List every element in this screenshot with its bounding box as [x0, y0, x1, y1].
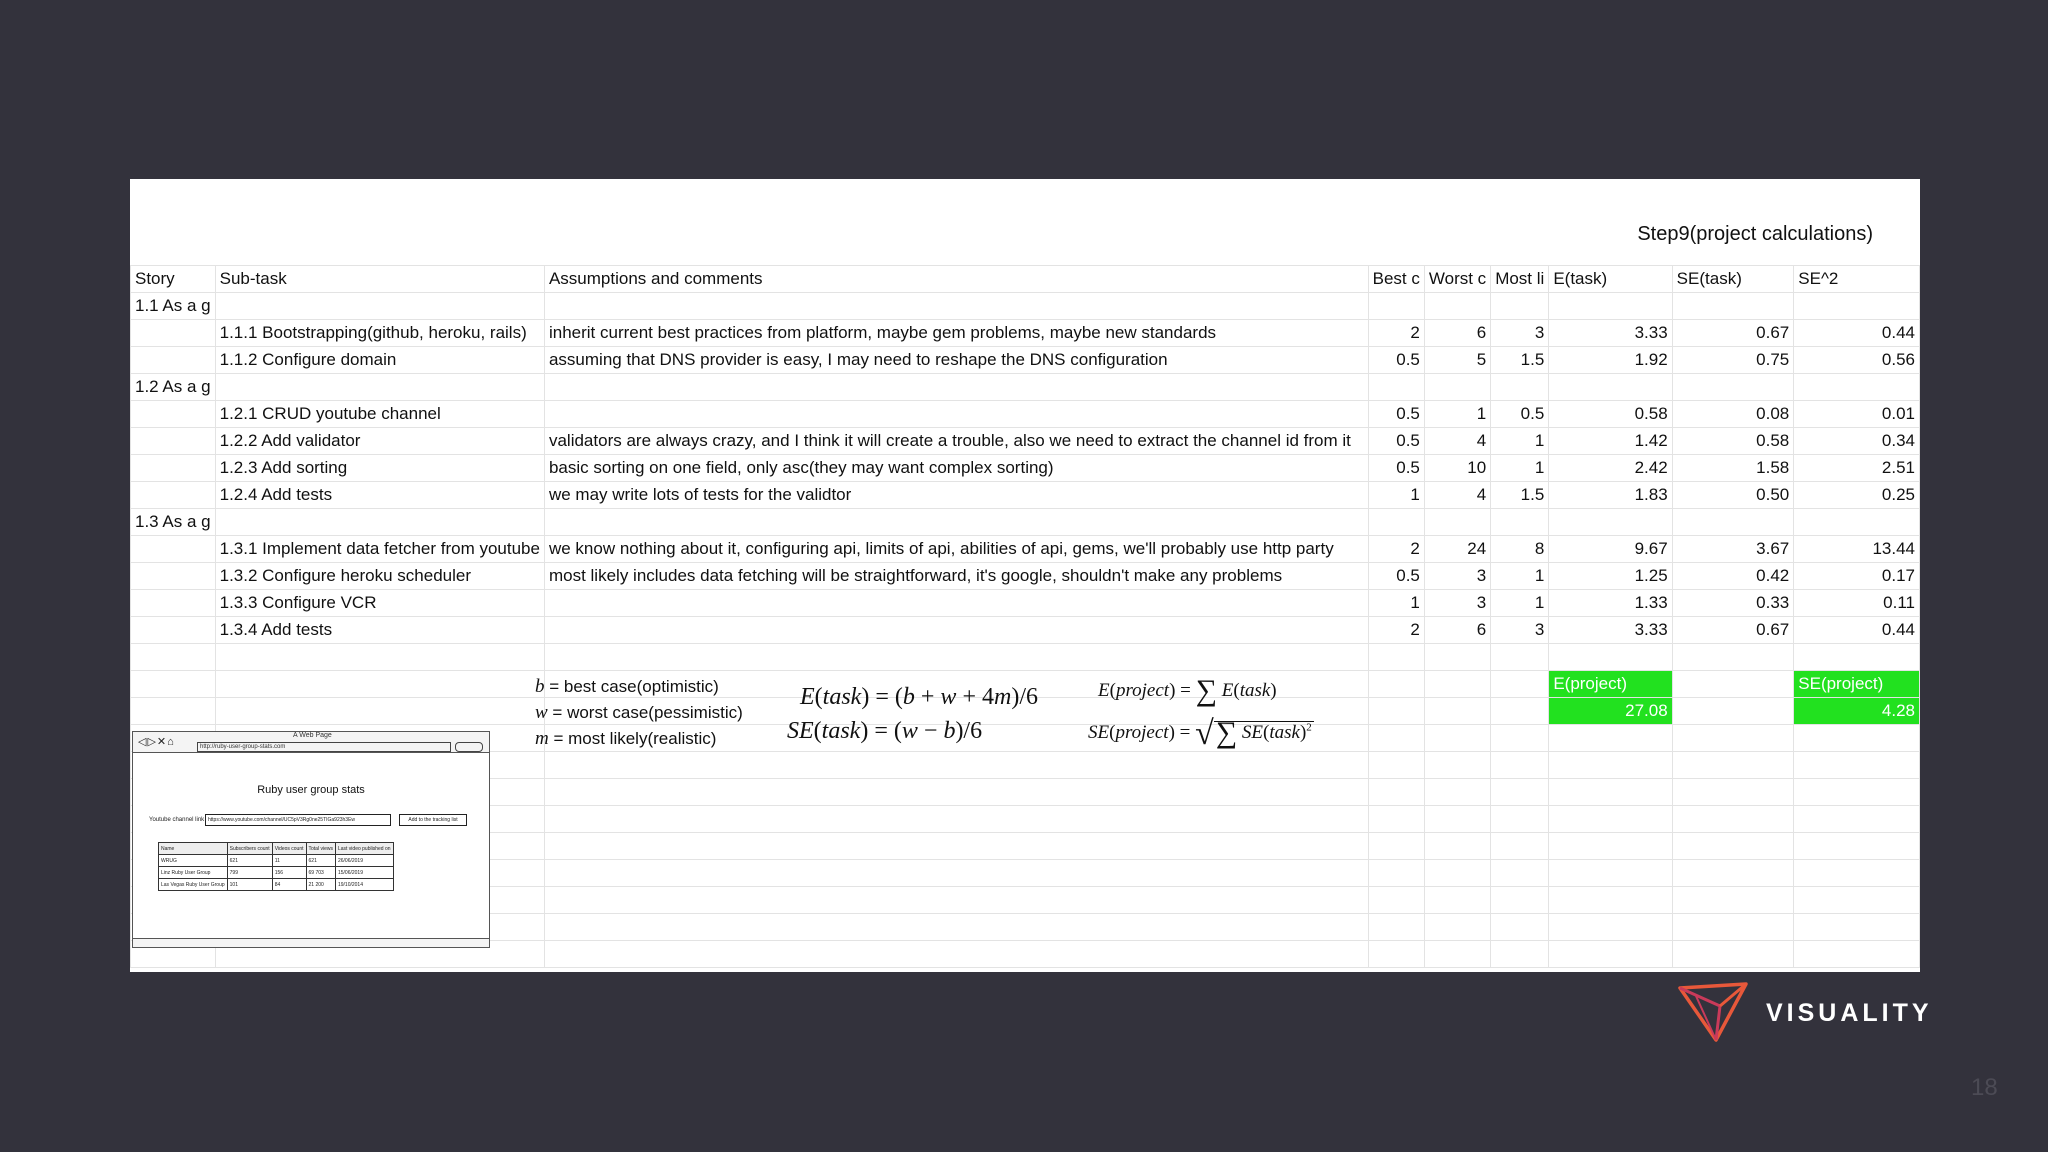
empty-cell[interactable]: [1491, 941, 1549, 968]
cell-most[interactable]: 1.5: [1491, 482, 1549, 509]
empty-cell[interactable]: [1368, 887, 1424, 914]
cell-se[interactable]: 3.67: [1672, 536, 1794, 563]
cell-story[interactable]: [131, 347, 216, 374]
cell-se[interactable]: 0.33: [1672, 590, 1794, 617]
empty-cell[interactable]: [544, 752, 1368, 779]
cell-e[interactable]: [1549, 509, 1672, 536]
empty-cell[interactable]: [544, 833, 1368, 860]
cell-worst[interactable]: 6: [1424, 320, 1490, 347]
cell-best[interactable]: 2: [1368, 617, 1424, 644]
cell-worst[interactable]: [1424, 293, 1490, 320]
table-row: [131, 428, 1920, 455]
page-number: 18: [1971, 1074, 1998, 1101]
cell-comment[interactable]: [544, 293, 1368, 320]
mockup-table: [158, 842, 394, 891]
cell-worst[interactable]: 6: [1424, 617, 1490, 644]
e-project-value[interactable]: 27.08: [1549, 698, 1672, 725]
cell-e[interactable]: 9.67: [1549, 536, 1672, 563]
legend-b: b = best case(optimistic): [535, 676, 719, 697]
empty-cell[interactable]: [1794, 887, 1920, 914]
empty-cell[interactable]: [544, 806, 1368, 833]
cell-e[interactable]: 1.33: [1549, 590, 1672, 617]
empty-cell[interactable]: [1368, 752, 1424, 779]
cell-most[interactable]: 3: [1491, 320, 1549, 347]
cell-story[interactable]: [131, 428, 216, 455]
cell-comment[interactable]: most likely includes data fetching will be straightforward, it's google, shouldn't make any problems: [544, 563, 1368, 590]
cell-story[interactable]: [131, 590, 216, 617]
mockup-table-row: [159, 867, 394, 879]
cell-story[interactable]: 1.2 As a g: [131, 374, 216, 401]
cell-e[interactable]: 1.25: [1549, 563, 1672, 590]
empty-cell[interactable]: [1794, 779, 1920, 806]
table-row: [131, 509, 1920, 536]
cell-subtask[interactable]: [215, 509, 544, 536]
table-row: [131, 320, 1920, 347]
empty-cell[interactable]: [1368, 860, 1424, 887]
cell-worst[interactable]: 4: [1424, 482, 1490, 509]
cell-se[interactable]: 0.58: [1672, 428, 1794, 455]
cell-e[interactable]: 3.33: [1549, 617, 1672, 644]
empty-cell[interactable]: [215, 671, 544, 698]
cell-most[interactable]: 1: [1491, 455, 1549, 482]
mockup-status-bar: [133, 938, 489, 947]
mockup-header-cell: Name: [159, 843, 228, 855]
mockup-field-input: https://www.youtube.com/channel/UC5pV3Rg0ne25TIGa923h3Ew: [205, 814, 391, 826]
empty-cell[interactable]: [1368, 914, 1424, 941]
cell-comment[interactable]: inherit current best practices from platform, maybe gem problems, maybe new standards: [544, 320, 1368, 347]
empty-cell[interactable]: [1424, 698, 1490, 725]
empty-cell[interactable]: [1672, 833, 1794, 860]
cell-best[interactable]: [1368, 374, 1424, 401]
cell-subtask[interactable]: [215, 374, 544, 401]
empty-cell[interactable]: [1491, 806, 1549, 833]
cell-subtask[interactable]: [215, 293, 544, 320]
empty-cell[interactable]: [1672, 914, 1794, 941]
legend-b-text: best case(optimistic): [563, 677, 719, 696]
cell-comment[interactable]: [544, 590, 1368, 617]
empty-cell[interactable]: [1491, 779, 1549, 806]
cell-subtask[interactable]: 1.2.3 Add sorting: [215, 455, 544, 482]
empty-cell[interactable]: [544, 914, 1368, 941]
mockup-cell: 69 703: [306, 867, 335, 879]
empty-cell[interactable]: [1549, 833, 1672, 860]
legend-w-text: worst case(pessimistic): [567, 703, 743, 722]
mockup-go-icon: [455, 742, 483, 752]
empty-cell[interactable]: [1424, 941, 1490, 968]
cell-e[interactable]: 0.58: [1549, 401, 1672, 428]
cell-best[interactable]: 2: [1368, 536, 1424, 563]
cell-subtask[interactable]: 1.2.1 CRUD youtube channel: [215, 401, 544, 428]
mockup-table-header: [159, 843, 394, 855]
cell-subtask[interactable]: 1.3.1 Implement data fetcher from youtube: [215, 536, 544, 563]
cell-best[interactable]: 1: [1368, 482, 1424, 509]
visuality-logo-icon: [1676, 980, 1750, 1044]
cell-se[interactable]: 0.50: [1672, 482, 1794, 509]
cell-e[interactable]: 1.92: [1549, 347, 1672, 374]
empty-row: [131, 644, 1920, 671]
mockup-header-cell: Total views: [306, 843, 335, 855]
mockup-header-cell: Last video published on: [335, 843, 393, 855]
cell-se[interactable]: [1672, 509, 1794, 536]
mockup-url: http://ruby-user-group-stats.com: [197, 742, 451, 752]
cell-best[interactable]: 2: [1368, 320, 1424, 347]
cell-story[interactable]: 1.1 As a g: [131, 293, 216, 320]
mockup-cell: Las Vegas Ruby User Group: [159, 879, 228, 891]
empty-cell[interactable]: [1424, 806, 1490, 833]
mockup-cell: 26/06/2019: [335, 855, 393, 867]
cell-comment[interactable]: [544, 401, 1368, 428]
cell-se2[interactable]: [1794, 293, 1920, 320]
cell-worst[interactable]: 3: [1424, 590, 1490, 617]
cell-se2[interactable]: 2.51: [1794, 455, 1920, 482]
mockup-cell: 15/06/2019: [335, 867, 393, 879]
cell-best[interactable]: 0.5: [1368, 563, 1424, 590]
empty-cell[interactable]: [1491, 887, 1549, 914]
cell-worst[interactable]: [1424, 374, 1490, 401]
cell-most[interactable]: [1491, 374, 1549, 401]
cell-story[interactable]: [131, 482, 216, 509]
empty-cell[interactable]: [131, 698, 216, 725]
header-cell[interactable]: E(task): [1549, 266, 1672, 293]
cell-se2[interactable]: 0.11: [1794, 590, 1920, 617]
header-cell[interactable]: SE^2: [1794, 266, 1920, 293]
table-row: [131, 401, 1920, 428]
table-row: [131, 617, 1920, 644]
cell-comment[interactable]: assuming that DNS provider is easy, I may need to reshape the DNS configuration: [544, 347, 1368, 374]
cell-most[interactable]: 1: [1491, 428, 1549, 455]
cell-worst[interactable]: 1: [1424, 401, 1490, 428]
se-project-value[interactable]: 4.28: [1794, 698, 1920, 725]
cell-story[interactable]: [131, 536, 216, 563]
mockup-browser-bar: [133, 732, 489, 753]
empty-cell[interactable]: [1368, 806, 1424, 833]
legend-m-text: most likely(realistic): [568, 729, 717, 748]
cell-subtask[interactable]: 1.2.2 Add validator: [215, 428, 544, 455]
cell-subtask[interactable]: 1.3.3 Configure VCR: [215, 590, 544, 617]
mockup-cell: 799: [227, 867, 272, 879]
empty-cell[interactable]: [1672, 860, 1794, 887]
header-cell[interactable]: Assumptions and comments: [544, 266, 1368, 293]
formula-e-task: E(task) = (b + w + 4m)/6: [800, 684, 1038, 710]
cell-se2[interactable]: 0.17: [1794, 563, 1920, 590]
empty-cell[interactable]: [1549, 752, 1672, 779]
cell-comment[interactable]: [544, 617, 1368, 644]
formula-e-project: E(project) = ∑ E(task): [1098, 674, 1277, 707]
legend-m: m = most likely(realistic): [535, 728, 717, 749]
cell-e[interactable]: 2.42: [1549, 455, 1672, 482]
table-row: [131, 293, 1920, 320]
mockup-header-cell: Videos count: [272, 843, 306, 855]
cell-subtask[interactable]: 1.3.2 Configure heroku scheduler: [215, 563, 544, 590]
empty-cell[interactable]: [1672, 752, 1794, 779]
empty-cell[interactable]: [1549, 806, 1672, 833]
cell-most[interactable]: 1: [1491, 563, 1549, 590]
cell-se2[interactable]: [1794, 374, 1920, 401]
brand-name: VISUALITY: [1766, 999, 1933, 1027]
empty-cell[interactable]: [1491, 752, 1549, 779]
mockup-field-label: Youtube channel link: [149, 817, 205, 823]
mockup-cell: 156: [272, 867, 306, 879]
cell-se[interactable]: 0.08: [1672, 401, 1794, 428]
cell-e[interactable]: [1549, 293, 1672, 320]
empty-cell[interactable]: [1424, 779, 1490, 806]
mockup-cell: 84: [272, 879, 306, 891]
empty-cell[interactable]: [1672, 806, 1794, 833]
cell-most[interactable]: 0.5: [1491, 401, 1549, 428]
mockup-cell: 621: [227, 855, 272, 867]
cell-se[interactable]: 0.75: [1672, 347, 1794, 374]
cell-subtask[interactable]: 1.1.1 Bootstrapping(github, heroku, rails): [215, 320, 544, 347]
cell-se2[interactable]: 13.44: [1794, 536, 1920, 563]
empty-cell[interactable]: [1368, 644, 1424, 671]
table-row: [131, 482, 1920, 509]
empty-cell[interactable]: [544, 644, 1368, 671]
mockup-add-button: Add to the tracking list: [399, 814, 467, 826]
cell-best[interactable]: 0.5: [1368, 455, 1424, 482]
cell-se2[interactable]: 0.44: [1794, 617, 1920, 644]
cell-comment[interactable]: we know nothing about it, configuring api, limits of api, abilities of api, gems, we'll probably use http party: [544, 536, 1368, 563]
cell-best[interactable]: [1368, 509, 1424, 536]
empty-cell[interactable]: [1794, 725, 1920, 752]
cell-worst[interactable]: 4: [1424, 428, 1490, 455]
empty-cell[interactable]: [1549, 644, 1672, 671]
spreadsheet-slide: [130, 179, 1920, 972]
empty-cell[interactable]: [1491, 860, 1549, 887]
cell-worst[interactable]: [1424, 509, 1490, 536]
cell-se2[interactable]: 0.44: [1794, 320, 1920, 347]
empty-cell[interactable]: [1794, 833, 1920, 860]
empty-cell[interactable]: [1424, 752, 1490, 779]
table-row: [131, 374, 1920, 401]
table-row: [131, 347, 1920, 374]
empty-cell[interactable]: [1368, 671, 1424, 698]
empty-cell[interactable]: [1368, 725, 1424, 752]
cell-story[interactable]: [131, 320, 216, 347]
empty-cell[interactable]: [544, 860, 1368, 887]
header-cell[interactable]: Best c: [1368, 266, 1424, 293]
empty-cell[interactable]: [131, 644, 216, 671]
empty-cell[interactable]: [1368, 833, 1424, 860]
empty-cell[interactable]: [1491, 725, 1549, 752]
empty-cell[interactable]: [1424, 860, 1490, 887]
empty-cell[interactable]: [1549, 914, 1672, 941]
empty-cell[interactable]: [1672, 698, 1794, 725]
header-cell[interactable]: Sub-task: [215, 266, 544, 293]
mockup-window-title: A Web Page: [293, 732, 332, 739]
empty-cell[interactable]: [215, 698, 544, 725]
empty-cell[interactable]: [1672, 644, 1794, 671]
header-row: [131, 266, 1920, 293]
empty-cell[interactable]: [1491, 914, 1549, 941]
mockup-cell: 101: [227, 879, 272, 891]
cell-comment[interactable]: [544, 509, 1368, 536]
cell-se2[interactable]: 0.34: [1794, 428, 1920, 455]
cell-story[interactable]: 1.3 As a g: [131, 509, 216, 536]
cell-comment[interactable]: validators are always crazy, and I think it will create a trouble, also we need to extract the channel id from it: [544, 428, 1368, 455]
empty-cell[interactable]: [1549, 725, 1672, 752]
cell-se2[interactable]: 0.25: [1794, 482, 1920, 509]
formula-legend: [535, 674, 743, 752]
empty-cell[interactable]: [1368, 779, 1424, 806]
cell-worst[interactable]: 3: [1424, 563, 1490, 590]
empty-cell[interactable]: [1424, 671, 1490, 698]
cell-se[interactable]: 1.58: [1672, 455, 1794, 482]
cell-se[interactable]: 0.67: [1672, 617, 1794, 644]
empty-cell[interactable]: [1672, 725, 1794, 752]
cell-story[interactable]: [131, 455, 216, 482]
cell-best[interactable]: 0.5: [1368, 347, 1424, 374]
cell-se[interactable]: [1672, 374, 1794, 401]
empty-cell[interactable]: [544, 887, 1368, 914]
empty-cell[interactable]: [215, 644, 544, 671]
web-page-mockup: [132, 731, 490, 948]
empty-cell[interactable]: [1549, 941, 1672, 968]
empty-cell[interactable]: [1672, 887, 1794, 914]
empty-cell[interactable]: [1368, 941, 1424, 968]
cell-e[interactable]: [1549, 374, 1672, 401]
empty-cell[interactable]: [1794, 806, 1920, 833]
mockup-header-cell: Subscribers count: [227, 843, 272, 855]
cell-se2[interactable]: 0.56: [1794, 347, 1920, 374]
cell-comment[interactable]: we may write lots of tests for the validtor: [544, 482, 1368, 509]
cell-comment[interactable]: [544, 374, 1368, 401]
empty-cell[interactable]: [544, 779, 1368, 806]
empty-cell[interactable]: [1549, 860, 1672, 887]
mockup-cell: 621: [306, 855, 335, 867]
cell-subtask[interactable]: 1.1.2 Configure domain: [215, 347, 544, 374]
empty-cell[interactable]: [1491, 698, 1549, 725]
empty-cell[interactable]: [1549, 887, 1672, 914]
empty-cell[interactable]: [1424, 887, 1490, 914]
se-project-label[interactable]: SE(project): [1794, 671, 1920, 698]
e-project-label[interactable]: E(project): [1549, 671, 1672, 698]
empty-cell[interactable]: [1424, 725, 1490, 752]
empty-cell[interactable]: [1794, 914, 1920, 941]
cell-most[interactable]: 1.5: [1491, 347, 1549, 374]
cell-worst[interactable]: 5: [1424, 347, 1490, 374]
cell-se[interactable]: 0.42: [1672, 563, 1794, 590]
empty-cell[interactable]: [1491, 833, 1549, 860]
formula-se-project: SE(project) = √∑ SE(task)$^2$: [1088, 715, 1312, 752]
empty-cell[interactable]: [1672, 941, 1794, 968]
mockup-table-row: [159, 855, 394, 867]
empty-cell[interactable]: [1491, 671, 1549, 698]
cell-story[interactable]: [131, 401, 216, 428]
cell-most[interactable]: 3: [1491, 617, 1549, 644]
empty-cell[interactable]: [1424, 914, 1490, 941]
mockup-table-row: [159, 879, 394, 891]
empty-cell[interactable]: [1491, 644, 1549, 671]
empty-cell[interactable]: [1424, 644, 1490, 671]
cell-story[interactable]: [131, 563, 216, 590]
mockup-cell: 19/10/2014: [335, 879, 393, 891]
empty-cell[interactable]: [1794, 644, 1920, 671]
cell-e[interactable]: 1.83: [1549, 482, 1672, 509]
empty-cell[interactable]: [1672, 671, 1794, 698]
empty-cell[interactable]: [544, 941, 1368, 968]
mockup-cell: 21 200: [306, 879, 335, 891]
table-row: [131, 536, 1920, 563]
empty-cell[interactable]: [1672, 779, 1794, 806]
cell-e[interactable]: 3.33: [1549, 320, 1672, 347]
empty-cell[interactable]: [1794, 860, 1920, 887]
cell-most[interactable]: 1: [1491, 590, 1549, 617]
cell-worst[interactable]: 10: [1424, 455, 1490, 482]
cell-most[interactable]: [1491, 293, 1549, 320]
empty-cell[interactable]: [1794, 752, 1920, 779]
cell-comment[interactable]: basic sorting on one field, only asc(they may want complex sorting): [544, 455, 1368, 482]
cell-best[interactable]: 0.5: [1368, 428, 1424, 455]
mockup-nav-icons: ◁▷✕⌂: [138, 736, 175, 748]
table-row: [131, 590, 1920, 617]
legend-w: w = worst case(pessimistic): [535, 702, 743, 723]
table-row: [131, 563, 1920, 590]
mockup-cell: WRUG: [159, 855, 228, 867]
cell-best[interactable]: [1368, 293, 1424, 320]
header-cell[interactable]: Story: [131, 266, 216, 293]
cell-se[interactable]: 0.67: [1672, 320, 1794, 347]
empty-cell[interactable]: [1794, 941, 1920, 968]
formula-se-task: SE(task) = (w − b)/6: [787, 718, 983, 744]
table-row: [131, 455, 1920, 482]
cell-most[interactable]: 8: [1491, 536, 1549, 563]
cell-e[interactable]: 1.42: [1549, 428, 1672, 455]
mockup-title: Ruby user group stats: [257, 784, 365, 796]
header-cell[interactable]: SE(task): [1672, 266, 1794, 293]
cell-se2[interactable]: 0.01: [1794, 401, 1920, 428]
cell-se2[interactable]: [1794, 509, 1920, 536]
mockup-cell: 11: [272, 855, 306, 867]
header-cell[interactable]: Most li: [1491, 266, 1549, 293]
empty-cell[interactable]: [1368, 698, 1424, 725]
cell-most[interactable]: [1491, 509, 1549, 536]
cell-subtask[interactable]: 1.3.4 Add tests: [215, 617, 544, 644]
cell-subtask[interactable]: 1.2.4 Add tests: [215, 482, 544, 509]
empty-cell[interactable]: [1424, 833, 1490, 860]
cell-best[interactable]: 1: [1368, 590, 1424, 617]
header-cell[interactable]: Worst c: [1424, 266, 1490, 293]
cell-se[interactable]: [1672, 293, 1794, 320]
cell-worst[interactable]: 24: [1424, 536, 1490, 563]
cell-story[interactable]: [131, 617, 216, 644]
empty-cell[interactable]: [1549, 779, 1672, 806]
empty-cell[interactable]: [131, 671, 216, 698]
sheet-title: Step9(project calculations): [1637, 223, 1873, 245]
mockup-cell: Linz Ruby User Group: [159, 867, 228, 879]
cell-best[interactable]: 0.5: [1368, 401, 1424, 428]
